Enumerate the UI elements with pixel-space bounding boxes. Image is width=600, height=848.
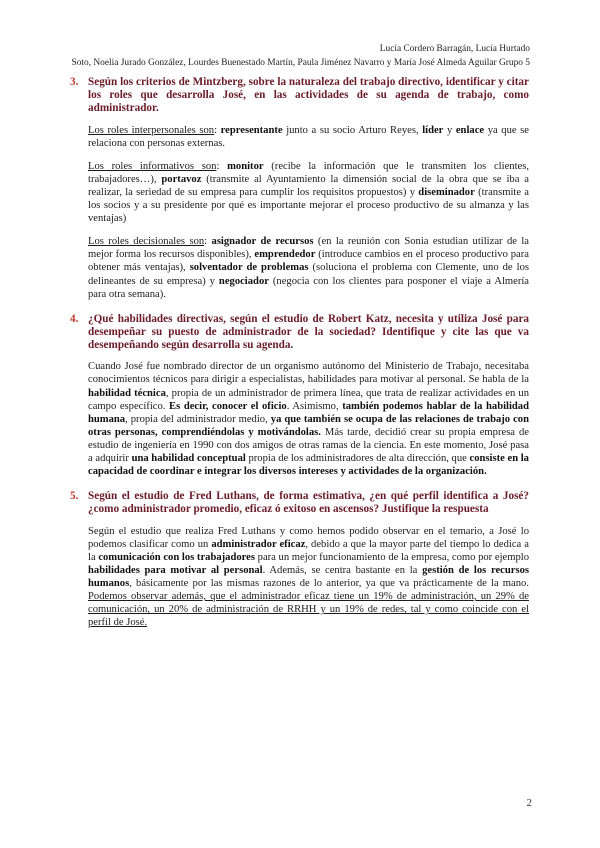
answer-paragraph: Los roles decisionales son: asignador de recursos (en la reunión con Sonia estudian utilizar de la mejor forma los recursos disponibles), emprendedor (introduce cambios en el proceso productivo para obtener más ventajas), solventador de problemas (soluciona el problema con Clemente, uno de los delineantes de su empresa) y negociador (negocia con los clientes para posponer el viaje a Almería para otra semana). <box>88 236 530 300</box>
page-header <box>40 42 530 70</box>
question-text: Según el estudio de Fred Luthans, de forma estimativa, ¿en qué perfil identifica a José? ¿como administrador promedio, eficaz ó exitoso en ascensos? Justifique la respuesta <box>88 490 529 516</box>
page-number: 2 <box>526 797 532 809</box>
question-number: 4. <box>70 312 79 325</box>
answer-paragraph: Según el estudio que realiza Fred Luthans y como hemos podido observar en el temario, a José lo podemos clasificar como un administrador eficaz, debido a que la mayor parte del tiempo lo dedica a la comunicación con los trabajadores para un mejor funcionamiento de la empresa, como por ejemplo habilidades para motivar al personal. Además, se centra bastante en la gestión de los recursos humanos, básicamente por las mismas razones de lo anterior, ya que va prácticamente de la mano. Podemos observar además, que el administrador eficaz tiene un 19% de administración, un 29% de comunicación, un 20% de administración de RRHH y un 19% de redes, tal y como coincide con el perfil de José. <box>88 525 529 629</box>
question-4 <box>70 312 529 353</box>
question-3 <box>70 76 529 116</box>
answer-paragraph: Los roles informativos son: monitor (recibe la información que le transmiten los clientes, trabajadores…), portavoz (transmite al Ayuntamiento la dimensión social de la obra que se iba a realizar, la seriedad de su empresa para cumplir los requisitos propuestos) y diseminador (transmite a los socios y a su presidente por qué es importante mejorar el proceso productivo de su almanza y las ventajas) <box>88 160 529 225</box>
header-authors-line2: Soto, Noelia Jurado González, Lourdes Buenestado Martín, Paula Jiménez Navarro y María José Almeda Aguilar Grupo 5 <box>71 58 530 68</box>
document-body <box>70 76 530 639</box>
question-text: Según los criterios de Mintzberg, sobre la naturaleza del trabajo directivo, identificar y citar los roles que desarrolla José, en las actividades de su agenda de trabajo, como administrador. <box>88 76 529 115</box>
question-number: 3. <box>70 76 79 88</box>
underlined-heading: Los roles decisionales son <box>88 236 205 248</box>
answer-paragraph: Cuando José fue nombrado director de un organismo autónomo del Ministerio de Trabajo, necesitaba conocimientos técnicos para dirigir a especialistas, habilidades para motivar al personal. Se habla de la habilidad técnica, propia de un administrador de primera línea, que trata de realizar actividades en un campo específico. Es decir, conocer el oficio. Asimismo, también podemos hablar de la habilidad humana, propia del administrador medio, ya que también se ocupa de las relaciones de trabajo con otras personas, comprendiéndolas y motivándolas. Más tarde, decidió crear su propia empresa de estudio de ingeniería en 1990 con dos amigos de otras ramas de la ciencia. En este momento, José pasa a adquirir una habilidad conceptual propia de los administradores de alta dirección, que consiste en la capacidad de coordinar e integrar los diversos intereses y actividades de la organización. <box>88 361 530 478</box>
question-text: ¿Qué habilidades directivas, según el estudio de Robert Katz, necesita y utiliza José para desempeñar su puesto de administrador de la sociedad? Identifique y cite las que va desempeñando según desarrolla su agenda. <box>88 312 529 352</box>
question-number: 5. <box>70 490 79 503</box>
answer-paragraph: Los roles interpersonales son: representante junto a su socio Arturo Reyes, líder y enlace ya que se relaciona con personas externas. <box>88 124 529 149</box>
header-authors-line1: Lucía Cordero Barragán, Lucía Hurtado <box>379 44 530 54</box>
underlined-heading: Los roles informativos son <box>88 160 217 172</box>
question-5 <box>70 490 529 516</box>
underlined-heading: Los roles interpersonales son <box>88 124 215 136</box>
underlined-conclusion: Podemos observar además, que el administrador eficaz tiene un 19% de administración, un 29% de comunicación, un 20% de administración de RRHH y un 19% de redes, tal y como coincide con el perfil de José. <box>88 591 529 629</box>
